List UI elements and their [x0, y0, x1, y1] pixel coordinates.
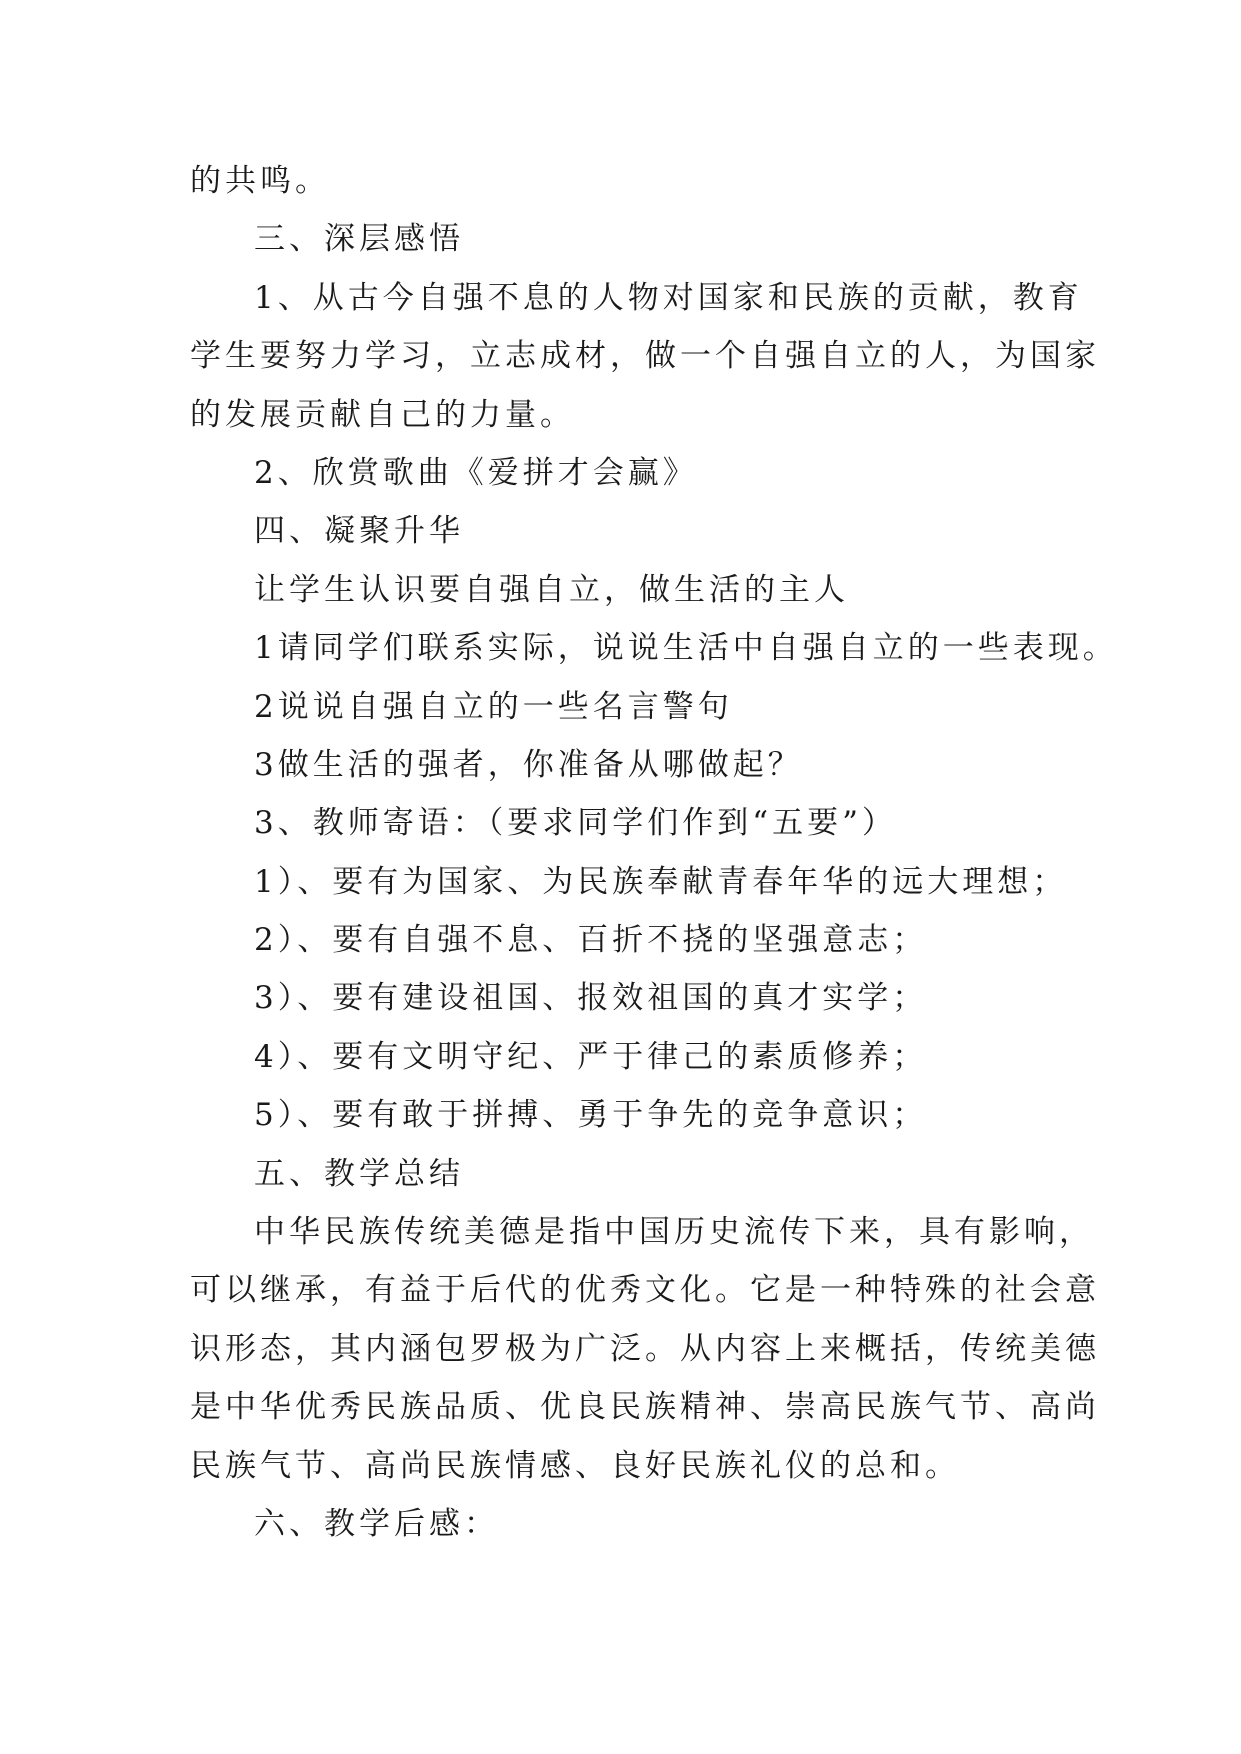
text-line: 学生要努力学习，立志成材，做一个自强自立的人，为国家 [190, 338, 1100, 375]
list-item: 2）、要有自强不息、百折不挠的坚强意志； [254, 922, 928, 959]
section-heading: 三、深层感悟 [254, 221, 464, 258]
list-item: 5）、要有敢于拼搏、勇于争先的竞争意识； [254, 1097, 928, 1134]
text-line: 的共鸣。 [190, 163, 330, 199]
document-body [190, 152, 1118, 1553]
section-heading: 六、教学后感： [254, 1505, 499, 1542]
list-item: 3）、要有建设祖国、报效祖国的真才实学； [254, 980, 928, 1017]
text-line: 识形态，其内涵包罗极为广泛。从内容上来概括，传统美德 [190, 1330, 1100, 1367]
section-heading: 五、教学总结 [254, 1155, 464, 1192]
text-line: 的发展贡献自己的力量。 [190, 396, 575, 433]
text-line: 3做生活的强者，你准备从哪做起？ [254, 746, 803, 783]
list-item: 4）、要有文明守纪、严于律己的素质修养； [254, 1038, 928, 1075]
text-line: 3、教师寄语：（要求同学们作到“五要”） [254, 805, 897, 842]
text-line: 1、从古今自强不息的人物对国家和民族的贡献，教育 [254, 279, 1083, 316]
text-line: 1请同学们联系实际，说说生活中自强自立的一些表现。 [254, 630, 1118, 667]
text-line: 让学生认识要自强自立，做生活的主人 [254, 571, 849, 608]
list-item: 1）、要有为国家、为民族奉献青春年华的远大理想； [254, 863, 1068, 900]
text-line: 民族气节、高尚民族情感、良好民族礼仪的总和。 [190, 1447, 960, 1484]
section-heading: 四、凝聚升华 [254, 513, 464, 550]
text-line: 2、欣赏歌曲《爱拼才会赢》 [254, 454, 698, 491]
text-line: 是中华优秀民族品质、优良民族精神、崇高民族气节、高尚 [190, 1389, 1100, 1426]
text-line: 中华民族传统美德是指中国历史流传下来，具有影响， [254, 1214, 1094, 1251]
text-line: 2说说自强自立的一些名言警句 [254, 688, 733, 725]
text-line: 可以继承，有益于后代的优秀文化。它是一种特殊的社会意 [190, 1272, 1100, 1309]
